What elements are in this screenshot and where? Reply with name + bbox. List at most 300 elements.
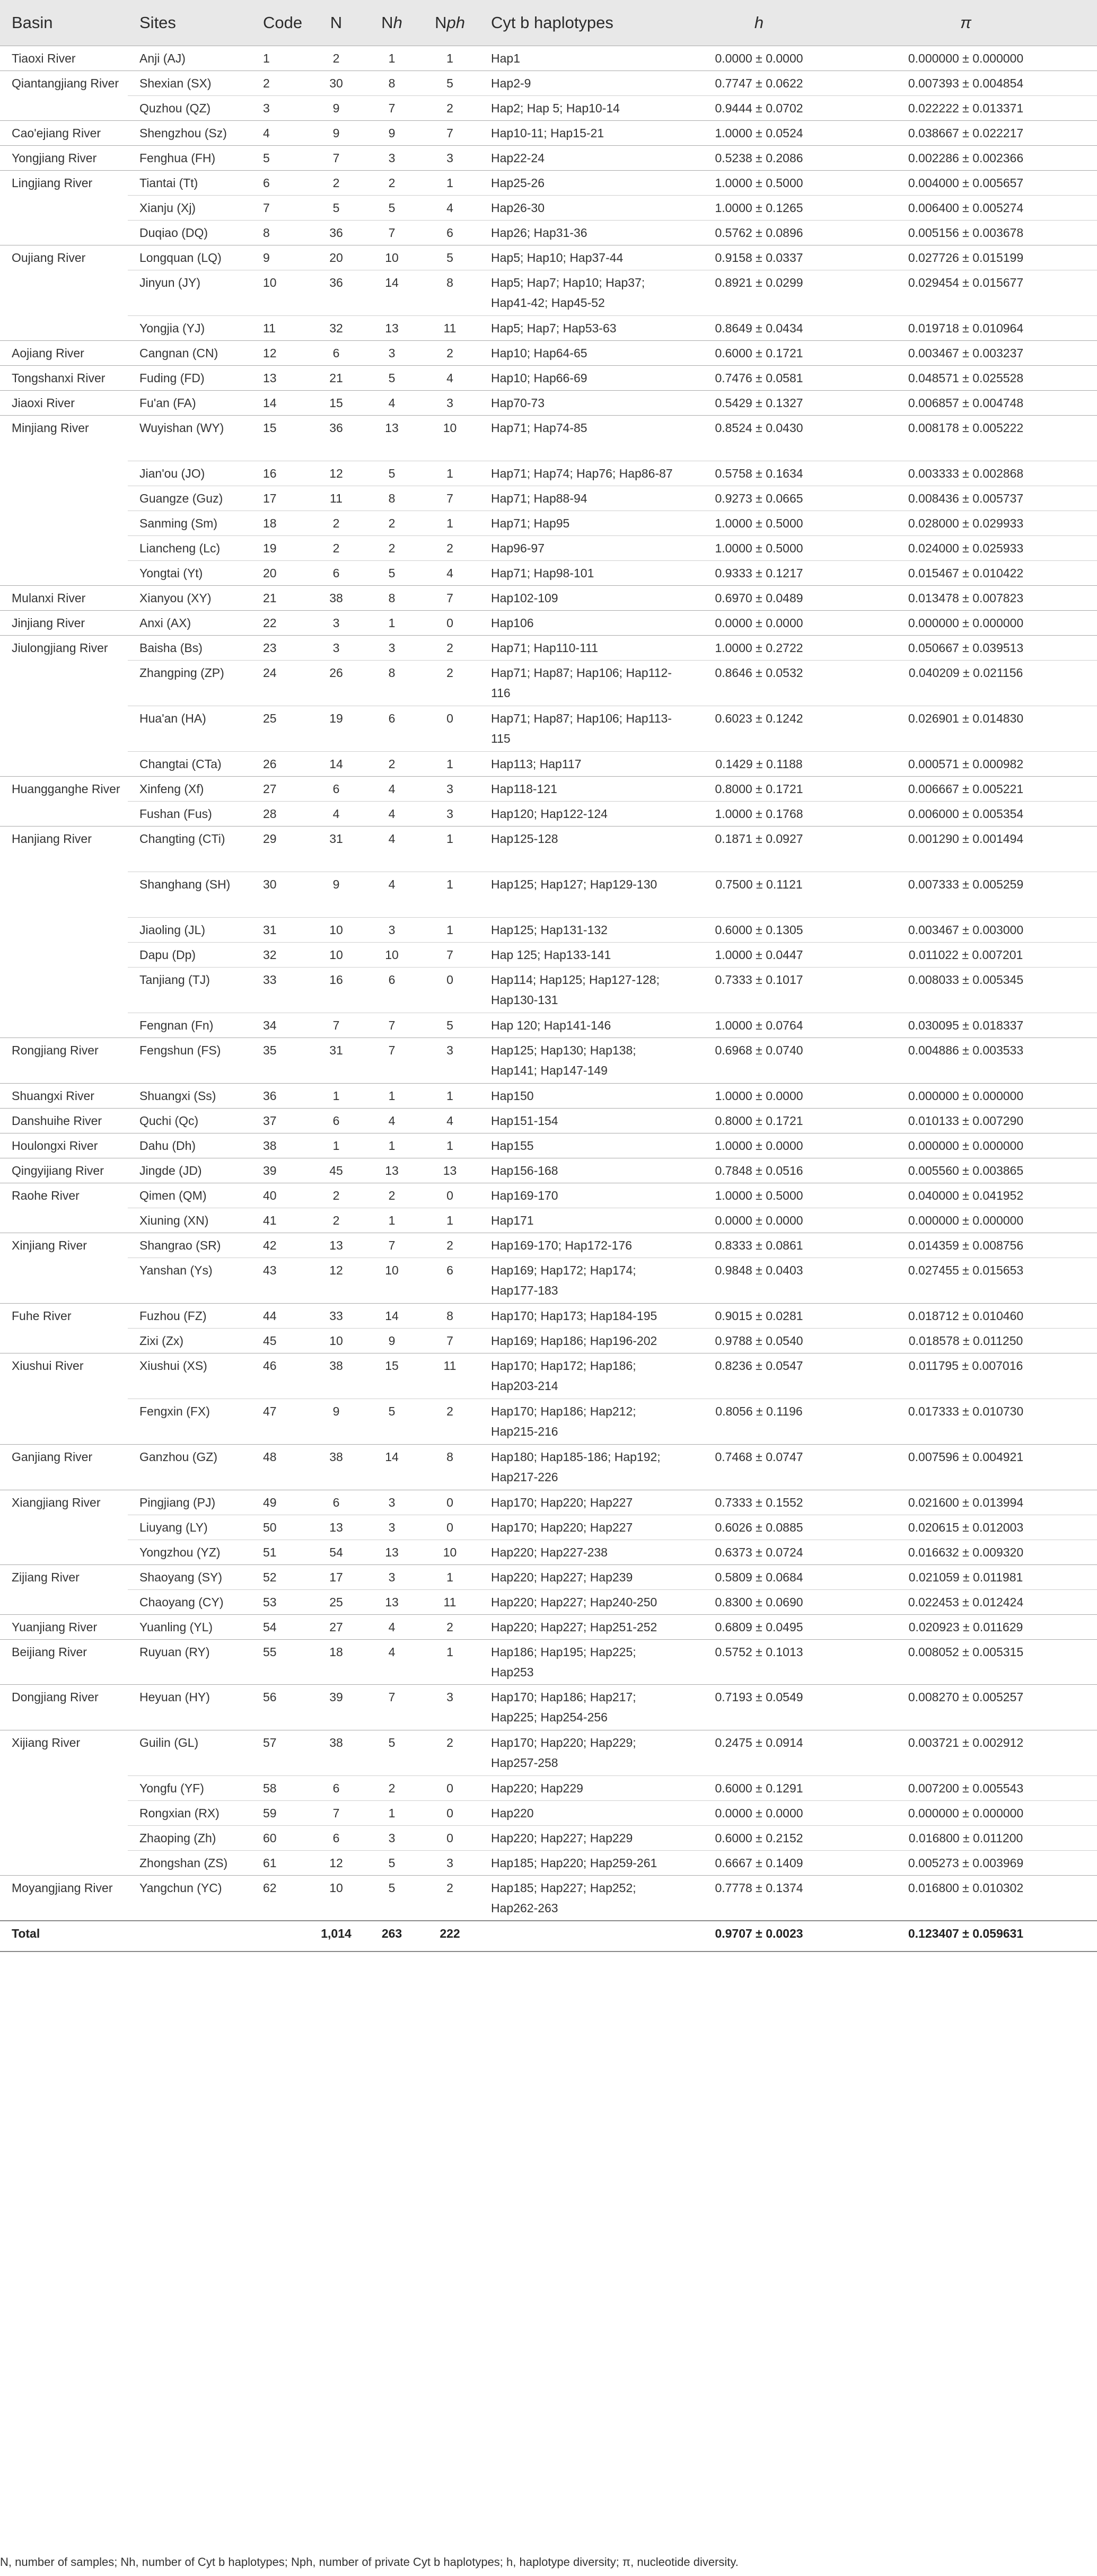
- nh-cell: 13: [363, 1589, 420, 1614]
- nph-cell: 0: [420, 1825, 479, 1850]
- nh-cell: 4: [363, 872, 420, 917]
- haplotypes-cell: Hap26-30: [479, 195, 683, 220]
- basin-cell: Xiangjiang River: [0, 1490, 128, 1564]
- table-row: [0, 1208, 1097, 1233]
- n-cell: 18: [309, 1639, 363, 1684]
- code-cell: 46: [251, 1353, 309, 1399]
- h-cell: 0.7476 ± 0.0581: [683, 365, 835, 390]
- nh-cell: 4: [363, 390, 420, 415]
- nph-cell: 10: [420, 1540, 479, 1564]
- nph-cell: 2: [420, 1875, 479, 1921]
- nph-cell: 3: [420, 145, 479, 170]
- site-cell: Anji (AJ): [128, 46, 251, 71]
- site-cell: Dapu (Dp): [128, 942, 251, 967]
- haplotypes-cell: Hap220; Hap227; Hap240-250: [479, 1589, 683, 1614]
- pi-cell: 0.005560 ± 0.003865: [835, 1158, 1097, 1183]
- nph-cell: 4: [420, 195, 479, 220]
- n-cell: 10: [309, 1875, 363, 1921]
- haplotypes-cell: Hap113; Hap117: [479, 751, 683, 776]
- n-cell: 9: [309, 120, 363, 145]
- site-cell: Duqiao (DQ): [128, 220, 251, 245]
- nph-cell: 10: [420, 415, 479, 461]
- pi-cell: 0.001290 ± 0.001494: [835, 826, 1097, 872]
- table-row: [0, 486, 1097, 511]
- nph-cell: 0: [420, 1775, 479, 1800]
- table-row: [0, 1013, 1097, 1038]
- nh-cell: 3: [363, 1490, 420, 1515]
- code-cell: 7: [251, 195, 309, 220]
- site-cell: Shexian (SX): [128, 71, 251, 95]
- h-cell: 0.8236 ± 0.0547: [683, 1353, 835, 1399]
- haplotypes-cell: Hap96-97: [479, 535, 683, 560]
- site-cell: Rongxian (RX): [128, 1800, 251, 1825]
- table-row: [0, 1850, 1097, 1875]
- site-cell: Tanjiang (TJ): [128, 967, 251, 1013]
- n-cell: 7: [309, 1013, 363, 1038]
- h-cell: 0.7333 ± 0.1017: [683, 967, 835, 1013]
- code-cell: 33: [251, 967, 309, 1013]
- code-cell: 16: [251, 461, 309, 486]
- h-cell: 0.9333 ± 0.1217: [683, 560, 835, 585]
- pi-cell: 0.020615 ± 0.012003: [835, 1515, 1097, 1540]
- haplotypes-cell: Hap125-128: [479, 826, 683, 872]
- haplotypes-cell: Hap2; Hap 5; Hap10-14: [479, 95, 683, 120]
- table-row: [0, 1639, 1097, 1684]
- n-cell: 36: [309, 220, 363, 245]
- nh-cell: 7: [363, 1038, 420, 1083]
- pi-cell: 0.018578 ± 0.011250: [835, 1328, 1097, 1353]
- code-cell: 42: [251, 1233, 309, 1258]
- pi-cell: 0.000000 ± 0.000000: [835, 1208, 1097, 1233]
- nh-cell: 5: [363, 461, 420, 486]
- h-cell: 0.0000 ± 0.0000: [683, 1208, 835, 1233]
- pi-cell: 0.007333 ± 0.005259: [835, 872, 1097, 917]
- table-row: [0, 170, 1097, 195]
- header-sites: Sites: [139, 13, 176, 32]
- table-row: [0, 535, 1097, 560]
- nph-cell: 7: [420, 1328, 479, 1353]
- table-row: [0, 220, 1097, 245]
- pi-cell: 0.000000 ± 0.000000: [835, 46, 1097, 71]
- nh-cell: 2: [363, 751, 420, 776]
- header-pi: π: [960, 13, 971, 32]
- code-cell: 28: [251, 801, 309, 826]
- site-cell: Shangrao (SR): [128, 1233, 251, 1258]
- table-row: [0, 660, 1097, 706]
- h-cell: 0.9788 ± 0.0540: [683, 1328, 835, 1353]
- code-cell: 26: [251, 751, 309, 776]
- haplotypes-cell: Hap150: [479, 1083, 683, 1108]
- haplotypes-cell: Hap169-170: [479, 1183, 683, 1208]
- pi-cell: 0.021600 ± 0.013994: [835, 1490, 1097, 1515]
- haplotypes-cell: Hap2-9: [479, 71, 683, 95]
- nh-cell: 1: [363, 1800, 420, 1825]
- h-cell: 0.2475 ± 0.0914: [683, 1730, 835, 1775]
- pi-cell: 0.008270 ± 0.005257: [835, 1684, 1097, 1730]
- haplotypes-cell: Hap1: [479, 46, 683, 71]
- pi-cell: 0.030095 ± 0.018337: [835, 1013, 1097, 1038]
- haplotypes-cell: Hap220; Hap227-238: [479, 1540, 683, 1564]
- haplotypes-cell: Hap106: [479, 610, 683, 635]
- n-cell: 4: [309, 801, 363, 826]
- site-cell: Jiaoling (JL): [128, 917, 251, 942]
- site-cell: Yangchun (YC): [128, 1875, 251, 1921]
- nph-cell: 1: [420, 170, 479, 195]
- code-cell: 55: [251, 1639, 309, 1684]
- h-cell: 0.5809 ± 0.0684: [683, 1564, 835, 1589]
- n-cell: 6: [309, 1108, 363, 1133]
- table-row: [0, 245, 1097, 270]
- n-cell: 25: [309, 1589, 363, 1614]
- nh-cell: 1: [363, 46, 420, 71]
- pi-cell: 0.022453 ± 0.012424: [835, 1589, 1097, 1614]
- nph-cell: 2: [420, 95, 479, 120]
- h-cell: 1.0000 ± 0.5000: [683, 1183, 835, 1208]
- site-cell: Fu'an (FA): [128, 390, 251, 415]
- haplotypes-cell: Hap120; Hap122-124: [479, 801, 683, 826]
- site-cell: Heyuan (HY): [128, 1684, 251, 1730]
- haplotypes-cell: Hap102-109: [479, 585, 683, 610]
- code-cell: 24: [251, 660, 309, 706]
- haplotypes-cell: Hap220; Hap227; Hap229: [479, 1825, 683, 1850]
- code-cell: 25: [251, 706, 309, 751]
- nh-cell: 10: [363, 942, 420, 967]
- h-cell: 0.8646 ± 0.0532: [683, 660, 835, 706]
- code-cell: 41: [251, 1208, 309, 1233]
- table-row: [0, 1800, 1097, 1825]
- nh-cell: 7: [363, 220, 420, 245]
- pi-cell: 0.016632 ± 0.009320: [835, 1540, 1097, 1564]
- n-cell: 13: [309, 1515, 363, 1540]
- haplotypes-cell: Hap170; Hap220; Hap227: [479, 1490, 683, 1515]
- basin-cell: Minjiang River: [0, 415, 128, 585]
- nh-cell: 3: [363, 917, 420, 942]
- nph-cell: 7: [420, 486, 479, 511]
- site-cell: Fushan (Fus): [128, 801, 251, 826]
- n-cell: 26: [309, 660, 363, 706]
- code-cell: 35: [251, 1038, 309, 1083]
- code-cell: 17: [251, 486, 309, 511]
- nph-cell: 1: [420, 1639, 479, 1684]
- basin-cell: Xinjiang River: [0, 1233, 128, 1303]
- haplotypes-cell: Hap156-168: [479, 1158, 683, 1183]
- n-cell: 10: [309, 917, 363, 942]
- table-row: [0, 46, 1097, 71]
- basin-cell: Qiantangjiang River: [0, 71, 128, 120]
- nph-cell: 1: [420, 826, 479, 872]
- code-cell: 34: [251, 1013, 309, 1038]
- pi-cell: 0.040000 ± 0.041952: [835, 1183, 1097, 1208]
- n-cell: 6: [309, 1490, 363, 1515]
- pi-cell: 0.020923 ± 0.011629: [835, 1614, 1097, 1639]
- basin-cell: Ganjiang River: [0, 1444, 128, 1490]
- haplotypes-cell: Hap118-121: [479, 776, 683, 801]
- pi-cell: 0.011022 ± 0.007201: [835, 942, 1097, 967]
- haplotypes-cell: Hap170; Hap172; Hap186; Hap203-214: [479, 1353, 683, 1399]
- code-cell: 3: [251, 95, 309, 120]
- basin-cell: Raohe River: [0, 1183, 128, 1233]
- haplotypes-cell: Hap220; Hap227; Hap239: [479, 1564, 683, 1589]
- nh-cell: 3: [363, 145, 420, 170]
- h-cell: 1.0000 ± 0.1768: [683, 801, 835, 826]
- table-row: [0, 1158, 1097, 1183]
- pi-cell: 0.027455 ± 0.015653: [835, 1258, 1097, 1303]
- nh-cell: 5: [363, 195, 420, 220]
- site-cell: Pingjiang (PJ): [128, 1490, 251, 1515]
- code-cell: 10: [251, 270, 309, 315]
- basin-cell: Moyangjiang River: [0, 1875, 128, 1921]
- code-cell: 43: [251, 1258, 309, 1303]
- code-cell: 61: [251, 1850, 309, 1875]
- table-row: [0, 585, 1097, 610]
- nh-cell: 8: [363, 71, 420, 95]
- table-row: [0, 1183, 1097, 1208]
- nh-cell: 5: [363, 1850, 420, 1875]
- n-cell: 27: [309, 1614, 363, 1639]
- haplotypes-cell: Hap71; Hap110-111: [479, 635, 683, 660]
- site-cell: Qimen (QM): [128, 1183, 251, 1208]
- code-cell: 59: [251, 1800, 309, 1825]
- code-cell: 15: [251, 415, 309, 461]
- site-cell: Guangze (Guz): [128, 486, 251, 511]
- nh-cell: 8: [363, 660, 420, 706]
- n-cell: 16: [309, 967, 363, 1013]
- pi-cell: 0.016800 ± 0.010302: [835, 1875, 1097, 1921]
- pi-cell: 0.019718 ± 0.010964: [835, 315, 1097, 340]
- basin-cell: Yuanjiang River: [0, 1614, 128, 1639]
- header-basin: Basin: [12, 13, 53, 32]
- h-cell: 0.8333 ± 0.0861: [683, 1233, 835, 1258]
- pi-cell: 0.048571 ± 0.025528: [835, 365, 1097, 390]
- pi-cell: 0.005273 ± 0.003969: [835, 1850, 1097, 1875]
- table-row: [0, 1825, 1097, 1850]
- site-cell: Quzhou (QZ): [128, 95, 251, 120]
- nph-cell: 2: [420, 660, 479, 706]
- nh-cell: 6: [363, 967, 420, 1013]
- pi-cell: 0.010133 ± 0.007290: [835, 1108, 1097, 1133]
- code-cell: 27: [251, 776, 309, 801]
- pi-cell: 0.013478 ± 0.007823: [835, 585, 1097, 610]
- haplotypes-cell: Hap151-154: [479, 1108, 683, 1133]
- basin-cell: Jinjiang River: [0, 610, 128, 635]
- table-row: [0, 1490, 1097, 1515]
- h-cell: 0.8000 ± 0.1721: [683, 1108, 835, 1133]
- h-cell: 1.0000 ± 0.0000: [683, 1133, 835, 1158]
- h-cell: 0.0000 ± 0.0000: [683, 610, 835, 635]
- nph-cell: 2: [420, 1614, 479, 1639]
- code-cell: 60: [251, 1825, 309, 1850]
- nh-cell: 7: [363, 1684, 420, 1730]
- h-cell: 0.5238 ± 0.2086: [683, 145, 835, 170]
- h-cell: 0.6667 ± 0.1409: [683, 1850, 835, 1875]
- nph-cell: 7: [420, 120, 479, 145]
- haplotypes-cell: Hap71; Hap74; Hap76; Hap86-87: [479, 461, 683, 486]
- h-cell: 0.5752 ± 0.1013: [683, 1639, 835, 1684]
- table-row: [0, 1399, 1097, 1444]
- code-cell: 32: [251, 942, 309, 967]
- nph-cell: 4: [420, 1108, 479, 1133]
- basin-cell: Tongshanxi River: [0, 365, 128, 390]
- basin-cell: Huangganghe River: [0, 776, 128, 826]
- total-row: [0, 1921, 1097, 1951]
- nph-cell: 11: [420, 315, 479, 340]
- haplotypes-cell: Hap71; Hap88-94: [479, 486, 683, 511]
- code-cell: 19: [251, 535, 309, 560]
- table-row: [0, 1353, 1097, 1399]
- code-cell: 4: [251, 120, 309, 145]
- table-row: [0, 751, 1097, 776]
- code-cell: 45: [251, 1328, 309, 1353]
- basin-cell: Xijiang River: [0, 1730, 128, 1875]
- n-cell: 30: [309, 71, 363, 95]
- pi-cell: 0.002286 ± 0.002366: [835, 145, 1097, 170]
- site-cell: Cangnan (CN): [128, 340, 251, 365]
- table-row: [0, 826, 1097, 872]
- basin-cell: Jiaoxi River: [0, 390, 128, 415]
- h-cell: 0.7333 ± 0.1552: [683, 1490, 835, 1515]
- h-cell: 1.0000 ± 0.0000: [683, 1083, 835, 1108]
- code-cell: 6: [251, 170, 309, 195]
- pi-cell: 0.006000 ± 0.005354: [835, 801, 1097, 826]
- nh-cell: 8: [363, 585, 420, 610]
- h-cell: 0.0000 ± 0.0000: [683, 46, 835, 71]
- code-cell: 18: [251, 511, 309, 535]
- header-nh: Nh: [381, 13, 402, 32]
- pi-cell: 0.021059 ± 0.011981: [835, 1564, 1097, 1589]
- table-row: [0, 120, 1097, 145]
- pi-cell: 0.028000 ± 0.029933: [835, 511, 1097, 535]
- nh-cell: 5: [363, 1875, 420, 1921]
- h-cell: 0.6026 ± 0.0885: [683, 1515, 835, 1540]
- site-cell: Shuangxi (Ss): [128, 1083, 251, 1108]
- code-cell: 31: [251, 917, 309, 942]
- table-row: [0, 776, 1097, 801]
- nph-cell: 6: [420, 220, 479, 245]
- pi-cell: 0.000000 ± 0.000000: [835, 1800, 1097, 1825]
- n-cell: 2: [309, 46, 363, 71]
- nph-cell: 7: [420, 942, 479, 967]
- site-cell: Xianju (Xj): [128, 195, 251, 220]
- haplotypes-cell: Hap125; Hap127; Hap129-130: [479, 872, 683, 917]
- site-cell: Wuyishan (WY): [128, 415, 251, 461]
- pi-cell: 0.018712 ± 0.010460: [835, 1303, 1097, 1328]
- haplotypes-cell: Hap170; Hap173; Hap184-195: [479, 1303, 683, 1328]
- nph-cell: 3: [420, 1850, 479, 1875]
- n-cell: 15: [309, 390, 363, 415]
- basin-cell: Beijiang River: [0, 1639, 128, 1684]
- nph-cell: 0: [420, 1800, 479, 1825]
- nph-cell: 5: [420, 1013, 479, 1038]
- code-cell: 21: [251, 585, 309, 610]
- nh-cell: 1: [363, 1083, 420, 1108]
- basin-cell: Hanjiang River: [0, 826, 128, 1038]
- pi-cell: 0.026901 ± 0.014830: [835, 706, 1097, 751]
- basin-cell: Cao'ejiang River: [0, 120, 128, 145]
- code-cell: 29: [251, 826, 309, 872]
- site-cell: Xiushui (XS): [128, 1353, 251, 1399]
- nh-cell: 4: [363, 776, 420, 801]
- pi-cell: 0.011795 ± 0.007016: [835, 1353, 1097, 1399]
- haplotypes-cell: Hap 125; Hap133-141: [479, 942, 683, 967]
- nph-cell: 1: [420, 751, 479, 776]
- code-cell: 36: [251, 1083, 309, 1108]
- haplotypes-cell: Hap170; Hap186; Hap212; Hap215-216: [479, 1399, 683, 1444]
- header-nph: Nph: [435, 13, 465, 32]
- n-cell: 6: [309, 560, 363, 585]
- nh-cell: 3: [363, 340, 420, 365]
- nh-cell: 15: [363, 1353, 420, 1399]
- n-cell: 13: [309, 1233, 363, 1258]
- code-cell: 57: [251, 1730, 309, 1775]
- code-cell: 62: [251, 1875, 309, 1921]
- table-row: [0, 390, 1097, 415]
- haplotypes-cell: Hap220; Hap229: [479, 1775, 683, 1800]
- nh-cell: 7: [363, 1013, 420, 1038]
- site-cell: Changting (CTi): [128, 826, 251, 872]
- n-cell: 33: [309, 1303, 363, 1328]
- pi-cell: 0.003467 ± 0.003237: [835, 340, 1097, 365]
- n-cell: 31: [309, 1038, 363, 1083]
- code-cell: 2: [251, 71, 309, 95]
- basin-cell: Danshuihe River: [0, 1108, 128, 1133]
- n-cell: 7: [309, 1800, 363, 1825]
- table-row: [0, 315, 1097, 340]
- total-label: Total: [0, 1921, 128, 1951]
- nh-cell: 10: [363, 1258, 420, 1303]
- nph-cell: 3: [420, 390, 479, 415]
- nh-cell: 9: [363, 1328, 420, 1353]
- site-cell: Xiuning (XN): [128, 1208, 251, 1233]
- code-cell: 20: [251, 560, 309, 585]
- h-cell: 0.6000 ± 0.2152: [683, 1825, 835, 1850]
- h-cell: 0.7500 ± 0.1121: [683, 872, 835, 917]
- n-cell: 9: [309, 872, 363, 917]
- site-cell: Xianyou (XY): [128, 585, 251, 610]
- site-cell: Fengshun (FS): [128, 1038, 251, 1083]
- total-empty-haplotypes: [479, 1921, 683, 1951]
- code-cell: 52: [251, 1564, 309, 1589]
- basin-cell: Jiulongjiang River: [0, 635, 128, 776]
- nh-cell: 2: [363, 535, 420, 560]
- pi-cell: 0.006857 ± 0.004748: [835, 390, 1097, 415]
- nph-cell: 11: [420, 1353, 479, 1399]
- basin-cell: Lingjiang River: [0, 170, 128, 245]
- site-cell: Fuding (FD): [128, 365, 251, 390]
- basin-cell: Houlongxi River: [0, 1133, 128, 1158]
- nh-cell: 9: [363, 120, 420, 145]
- nh-cell: 1: [363, 1208, 420, 1233]
- n-cell: 20: [309, 245, 363, 270]
- site-cell: Yanshan (Ys): [128, 1258, 251, 1303]
- site-cell: Dahu (Dh): [128, 1133, 251, 1158]
- basin-cell: Shuangxi River: [0, 1083, 128, 1108]
- h-cell: 0.7468 ± 0.0747: [683, 1444, 835, 1490]
- pi-cell: 0.000000 ± 0.000000: [835, 610, 1097, 635]
- h-cell: 0.6373 ± 0.0724: [683, 1540, 835, 1564]
- nph-cell: 1: [420, 1133, 479, 1158]
- total-pi: 0.123407 ± 0.059631: [835, 1921, 1097, 1951]
- nph-cell: 0: [420, 610, 479, 635]
- h-cell: 1.0000 ± 0.1265: [683, 195, 835, 220]
- total-empty-sites: [128, 1921, 251, 1951]
- nh-cell: 4: [363, 1108, 420, 1133]
- n-cell: 2: [309, 1183, 363, 1208]
- table-row: [0, 415, 1097, 461]
- basin-cell: Oujiang River: [0, 245, 128, 340]
- h-cell: 0.7848 ± 0.0516: [683, 1158, 835, 1183]
- table-row: [0, 1444, 1097, 1490]
- nh-cell: 4: [363, 826, 420, 872]
